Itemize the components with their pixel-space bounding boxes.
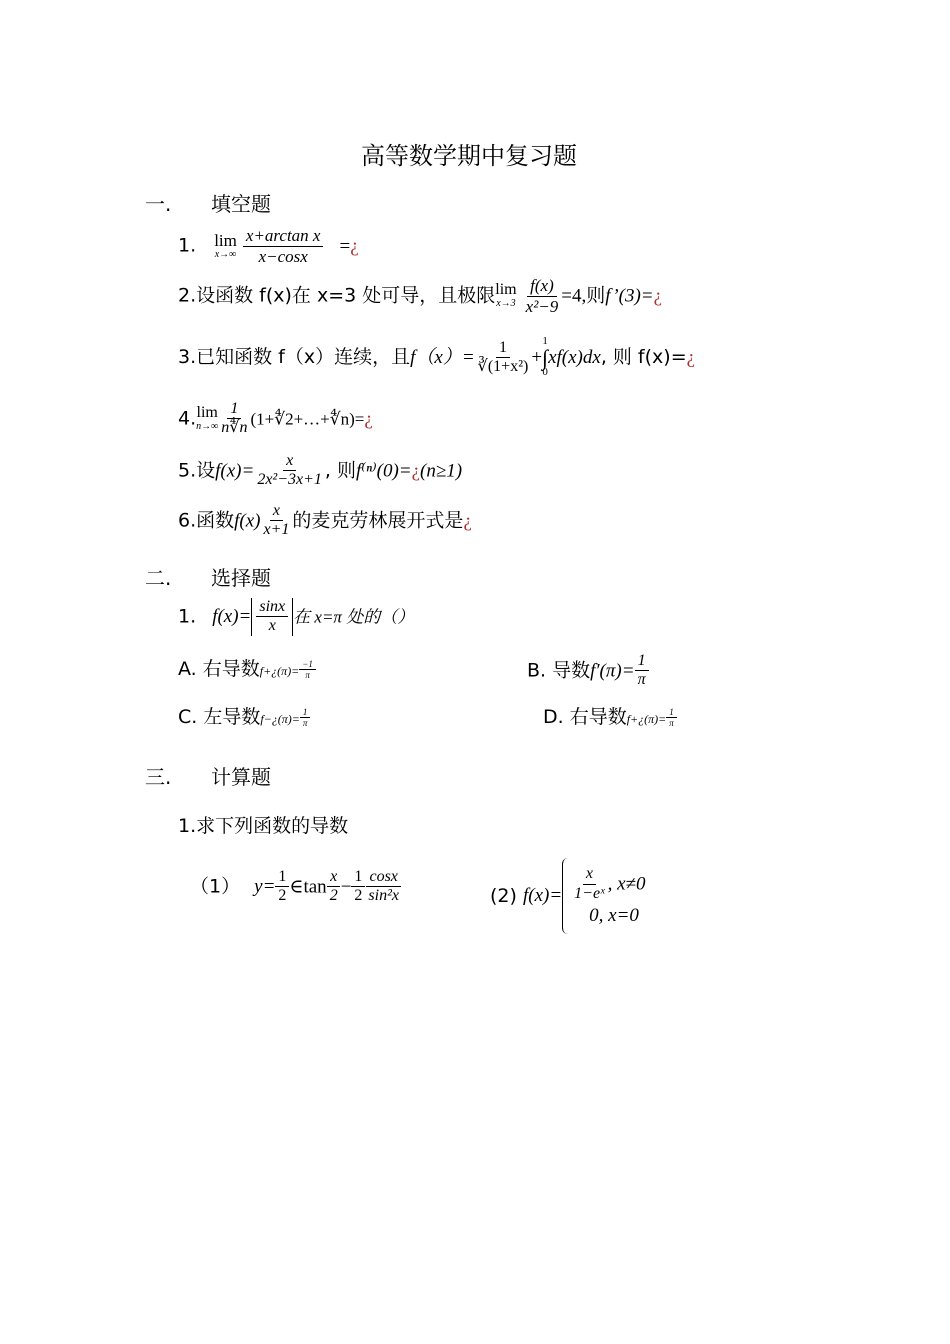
s1-question-2: 2.设函数 f(x)在 x=3 处可导，且极限 lim x→3 $\frac{f(x)}{\text{x²−9}}$ =4,则f’(3)=¿ [178,276,663,316]
limit: lim x→3 [495,281,517,310]
section2-heading: 选择题 [211,566,271,590]
section1-heading: 填空题 [211,192,271,216]
option-d[interactable]: D. 右导数f+¿(π)= $\frac{1}{\pi}$ [543,702,677,729]
s3-part-1: （1） y= $\frac{1}{2}$ ∈tan $\frac{x}{2}$ − $\frac{1}{2}$ $\frac{\cos x}{\text{sin²x}}$ [190,868,399,905]
option-a[interactable]: A. 右导数f+¿(π)= $\frac{-1}{\pi}$ [178,654,316,681]
integral-sign: 1 ∫ 0 [542,335,549,379]
fraction: $\frac{1}{\text{∛(1+x²)}}$ [477,338,529,375]
answer-blank: ¿ [350,235,359,257]
section3-heading: 计算题 [211,765,271,789]
fraction: $\frac{\text{x+arctan x}}{x-\cos x}$ [243,226,324,266]
absolute-value: $\frac{\sin x}{x}$ [251,598,293,636]
answer-blank: ¿ [686,346,696,368]
s2-question-1: 1. f(x)= $\frac{\sin x}{x}$ 在 x=π 处的（） [178,598,415,635]
fraction: $\frac{x}{\text{2x²−3x+1}}$ [257,452,322,489]
fraction: $\frac{x}{x+1}$ [263,502,290,539]
s3-question-1: 1.求下列函数的导数 [178,815,349,837]
section3-label: 三. [145,765,172,789]
s3-part-2: (2) f(x)= $\frac{x}{\text{1−eˣ}}$ , x≠0 0, x=0 [490,858,645,934]
section2-label: 二. [145,566,172,590]
option-b[interactable]: B. 导数f′(π)= $\frac{1}{\pi}$ [527,652,649,690]
s1-question-5: 5.设f(x)= $\frac{x}{\text{2x²−3x+1}}$ , 则f⁽ⁿ⁾(0)=¿(n≥1) [178,452,463,489]
answer-blank: ¿ [411,460,421,482]
limit: lim n→∞ [196,404,219,433]
fraction: $\frac{1}{n∜n}$ [221,400,248,437]
s1-question-4: 4. lim n→∞ $\frac{1}{n∜n}$ (1+∜2+…+∜n)=¿ [178,400,373,437]
piecewise-cases: $\frac{x}{\text{1−eˣ}}$ , x≠0 0, x=0 [574,865,646,926]
s1-question-6: 6.函数f(x) $\frac{x}{x+1}$ 的麦克劳林展开式是¿ [178,502,472,539]
fraction: $\frac{f(x)}{\text{x²−9}}$ [525,276,559,316]
section1-label: 一. [145,192,172,216]
page-title: 高等数学期中复习题 [361,142,577,170]
answer-blank: ¿ [364,408,373,430]
s1-question-1: 1. lim x→∞ $\frac{\text{x+arctan x}}{x-\cos x}$ =¿ [178,226,359,266]
option-c[interactable]: C. 左导数f−¿(π)= $\frac{1}{\pi}$ [178,702,310,729]
limit: lim x→∞ [214,230,237,260]
answer-blank: ¿ [653,285,663,307]
s1-question-3: 3.已知函数 f（x）连续，且f（x）= $\frac{1}{\text{∛(1+x²)}}$ + 1 ∫ 0 xf(x)dx, 则 f(x)=¿ [178,335,696,379]
answer-blank: ¿ [463,510,472,532]
piecewise-brace [562,858,571,934]
